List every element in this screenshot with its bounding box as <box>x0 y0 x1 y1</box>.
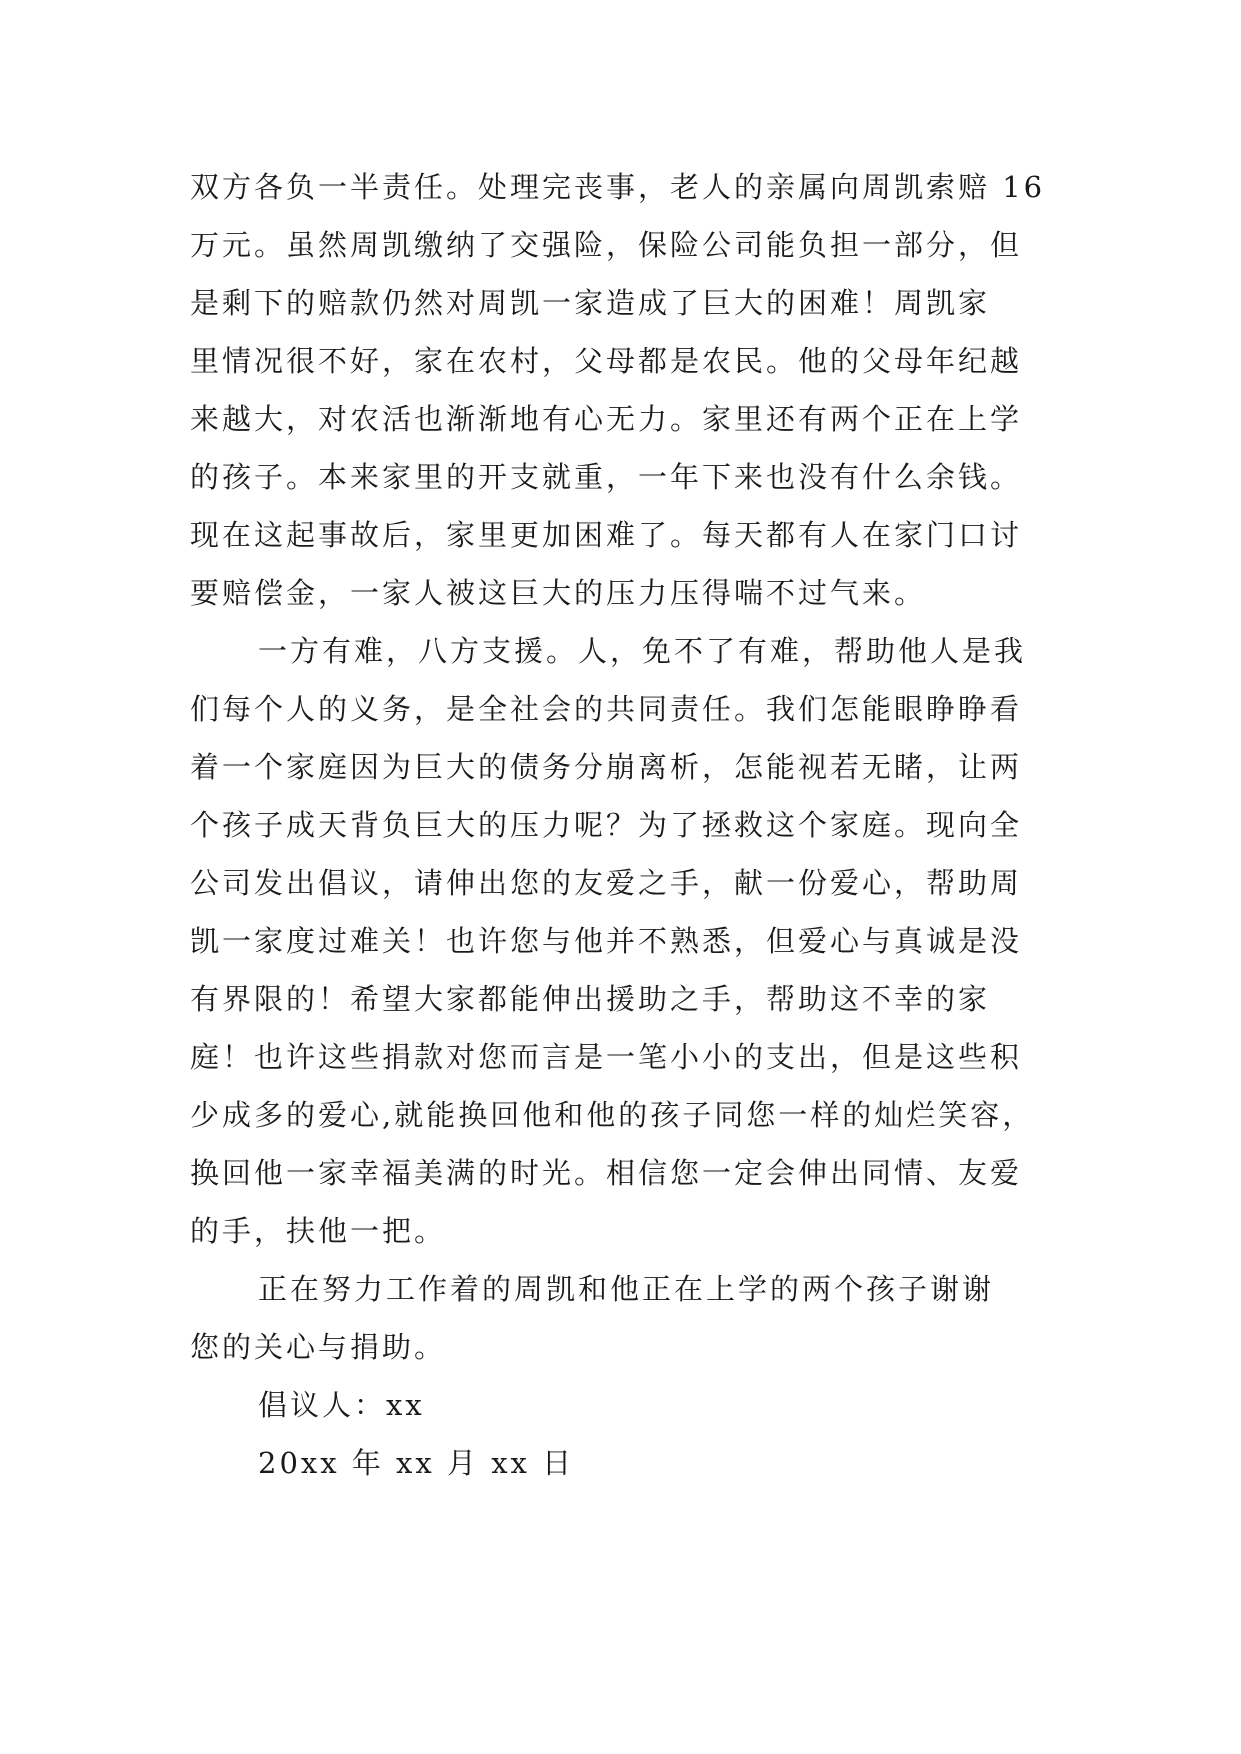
signature-date: 20xx 年 xx 月 xx 日 <box>258 1446 575 1480</box>
text-line: 双方各负一半责任。处理完丧事，老人的亲属向周凯索赔 16 <box>190 170 1046 204</box>
initiator-signature: 倡议人：xx <box>258 1388 425 1422</box>
text-line: 是剩下的赔款仍然对周凯一家造成了巨大的困难！周凯家 <box>190 286 991 320</box>
text-line: 庭！也许这些捐款对您而言是一笔小小的支出，但是这些积 <box>190 1040 1023 1074</box>
text-line: 们每个人的义务，是全社会的共同责任。我们怎能眼睁睁看 <box>190 692 1023 726</box>
text-line: 要赔偿金，一家人被这巨大的压力压得喘不过气来。 <box>190 576 927 610</box>
text-line: 凯一家度过难关！也许您与他并不熟悉，但爱心与真诚是没 <box>190 924 1023 958</box>
text-line: 里情况很不好，家在农村，父母都是农民。他的父母年纪越 <box>190 344 1023 378</box>
text-line: 换回他一家幸福美满的时光。相信您一定会伸出同情、友爱 <box>190 1156 1023 1190</box>
text-line: 现在这起事故后，家里更加困难了。每天都有人在家门口讨 <box>190 518 1023 552</box>
text-line: 来越大，对农活也渐渐地有心无力。家里还有两个正在上学 <box>190 402 1023 436</box>
document-body <box>190 158 1060 1492</box>
text-line: 的孩子。本来家里的开支就重，一年下来也没有什么余钱。 <box>190 460 1023 494</box>
text-line: 公司发出倡议，请伸出您的友爱之手，献一份爱心，帮助周 <box>190 866 1023 900</box>
text-line: 着一个家庭因为巨大的债务分崩离析，怎能视若无睹，让两 <box>190 750 1023 784</box>
paragraph-start-line: 一方有难，八方支援。人，免不了有难，帮助他人是我 <box>258 634 1027 668</box>
text-line: 有界限的！希望大家都能伸出援助之手，帮助这不幸的家 <box>190 982 991 1016</box>
text-line: 的手，扶他一把。 <box>190 1214 447 1248</box>
paragraph-start-line: 正在努力工作着的周凯和他正在上学的两个孩子谢谢 <box>258 1272 995 1306</box>
text-line: 您的关心与捐助。 <box>190 1330 447 1364</box>
text-line: 万元。虽然周凯缴纳了交强险，保险公司能负担一部分，但 <box>190 228 1023 262</box>
text-line: 个孩子成天背负巨大的压力呢？为了拯救这个家庭。现向全 <box>190 808 1023 842</box>
text-line: 少成多的爱心,就能换回他和他的孩子同您一样的灿烂笑容， <box>190 1098 1035 1132</box>
